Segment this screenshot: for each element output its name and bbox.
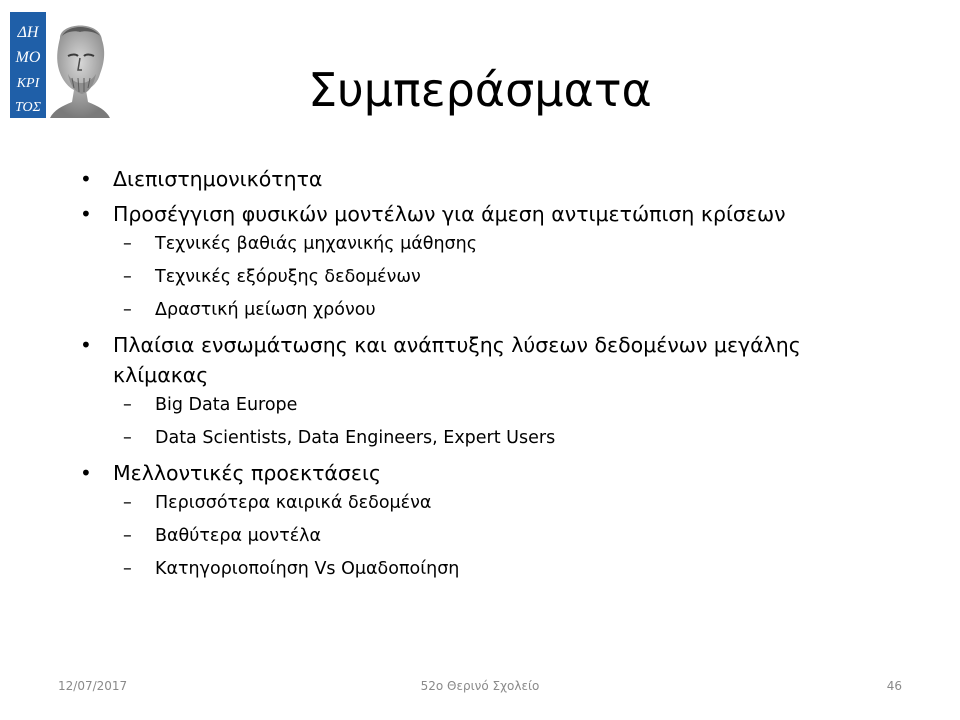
bullet-item	[80, 199, 840, 323]
bullet-item	[80, 164, 840, 194]
sub-bullet-list	[80, 490, 840, 582]
bullet-list	[80, 164, 840, 589]
logo-letters-2: ΜΟ	[15, 49, 41, 66]
bullet-item	[80, 458, 840, 582]
footer-page-number: 46	[886, 679, 902, 693]
bullet-text: Προσέγγιση φυσικών μοντέλων για άμεση αντιμετώπιση κρίσεων	[113, 202, 786, 226]
sub-bullet-item: – Data Scientists, Data Engineers, Expert Users	[80, 425, 840, 451]
sub-bullet-item: – Τεχνικές εξόρυξης δεδομένων	[80, 264, 840, 290]
bullet-text: Πλαίσια ενσωμάτωσης και ανάπτυξης λύσεων δεδομένων μεγάλης κλίμακας	[113, 333, 801, 387]
footer-date: 12/07/2017	[58, 679, 128, 693]
sub-bullet-item: – Δραστική μείωση χρόνου	[80, 297, 840, 323]
logo-letters-1: ΔΗ	[17, 24, 39, 41]
footer-event-name: 52ο Θερινό Σχολείο	[420, 679, 540, 693]
bullet-text: Διεπιστημονικότητα	[113, 167, 323, 191]
bullet-item	[80, 330, 840, 451]
sub-bullet-item: – Κατηγοριοποίηση Vs Ομαδοποίηση	[80, 556, 840, 582]
slide-title: Συμπεράσματα	[308, 63, 652, 117]
bullet-text: Μελλοντικές προεκτάσεις	[113, 461, 381, 485]
sub-bullet-list	[80, 392, 840, 451]
sub-bullet-item: – Περισσότερα καιρικά δεδομένα	[80, 490, 840, 516]
logo-letters-3: ΚΡΙ	[16, 76, 40, 91]
logo-letters-4: ΤΟΣ	[15, 100, 41, 115]
sub-bullet-list	[80, 231, 840, 323]
sub-bullet-item: – Βαθύτερα μοντέλα	[80, 523, 840, 549]
sub-bullet-item: – Τεχνικές βαθιάς μηχανικής μάθησης	[80, 231, 840, 257]
sub-bullet-item: – Big Data Europe	[80, 392, 840, 418]
